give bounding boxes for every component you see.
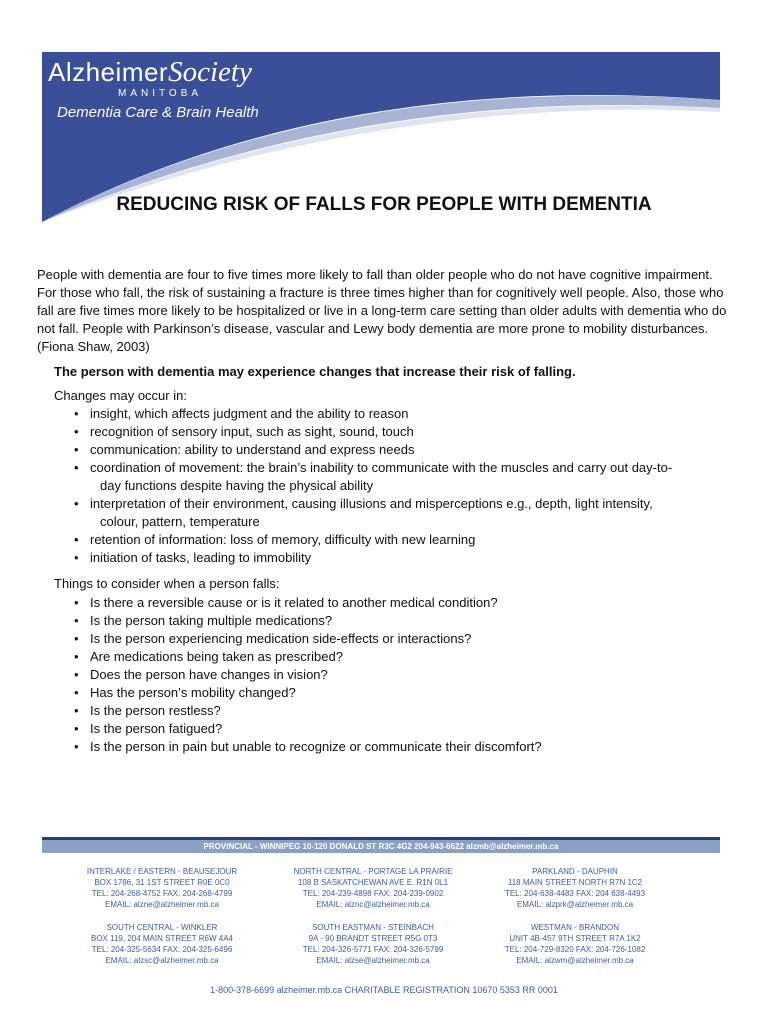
office-email: EMAIL: alzwm@alzheimer.mb.ca (516, 956, 634, 965)
list-item: • Has the person’s mobility changed? (72, 684, 692, 702)
list-item: • Are medications being taken as prescribed? (72, 648, 692, 666)
list-item-text: insight, which affects judgment and the ability to reason (90, 406, 409, 421)
list-item (72, 459, 692, 495)
office-north-central (263, 866, 483, 910)
office-phone: TEL: 204-729-8320 FAX: 204-726-1082 (504, 945, 646, 954)
office-address: BOX 119, 204 MAIN STREET R6W 4A4 (91, 934, 233, 943)
list-item-text: recognition of sensory input, such as sight, sound, touch (90, 424, 414, 439)
office-address: 9A - 90 BRANDT STREET R5G 0T3 (308, 934, 438, 943)
list-item: • Is the person experiencing medication side-effects or interactions? (72, 630, 692, 648)
list-item-text: retention of information: loss of memory, difficulty with new learning (90, 532, 476, 547)
list-item-continuation: day functions despite having the physical ability (100, 478, 374, 493)
office-address: 118 MAIN STREET NORTH R7N 1C2 (507, 878, 643, 887)
office-name: SOUTH CENTRAL - WINKLER (106, 923, 218, 932)
list-item (72, 441, 692, 459)
office-phone: TEL: 204-638-4483 FAX: 204 638-4493 (504, 889, 646, 898)
list-item (72, 423, 692, 441)
alzheimer-society-logo (48, 56, 252, 89)
logo-manitoba: MANITOBA (118, 88, 203, 99)
office-phone: TEL: 204-326-5771 FAX: 204-326-5799 (302, 945, 444, 954)
office-phone: TEL: 204-325-5634 FAX: 204-325-6496 (91, 945, 233, 954)
office-westman (465, 922, 685, 966)
intro-paragraph: People with dementia are four to five times more likely to fall than older people who do not have cognitive impairment. For those who fall, the risk of sustaining a fracture is three times higher than for cognitively well people. Also, those who fall are five times more likely to be hospitalized or live in a long-term care setting than older adults with dementia who do not fall. People with Parkinson’s disease, vascular and Lewy body dementia are more prone to mobility disturbances. (Fiona Shaw, 2003) (37, 267, 727, 354)
list-item (72, 405, 692, 423)
office-address: 108 B SASKATCHEWAN AVE E. R1N 0L1 (297, 878, 449, 887)
office-interlake-eastern (52, 866, 272, 910)
list-item: • Is the person restless? (72, 702, 692, 720)
lead-statement: The person with dementia may experience changes that increase their risk of falling. (54, 364, 576, 379)
list-item-text: coordination of movement: the brain’s inability to communicate with the muscles and carry out day-to- (90, 460, 673, 475)
logo-word-society: Society (168, 56, 252, 88)
office-email: EMAIL: alznc@alzheimer.mb.ca (316, 900, 430, 909)
consider-heading: Things to consider when a person falls: (54, 576, 280, 591)
list-item-text: initiation of tasks, leading to immobility (90, 550, 312, 565)
office-email: EMAIL: alzprk@alzheimer.mb.ca (516, 900, 634, 909)
list-item-text: interpretation of their environment, causing illusions and misperceptions e.g., depth, light intensity, (90, 496, 653, 511)
list-item-text: communication: ability to understand and express needs (90, 442, 415, 457)
office-address: BOX 1786, 31 1ST STREET R0E 0C0 (94, 878, 230, 887)
list-item: • Is the person taking multiple medications? (72, 612, 692, 630)
list-item: • Does the person have changes in vision? (72, 666, 692, 684)
provincial-office-bar: PROVINCIAL - WINNIPEG 10-120 DONALD ST R3C 4G2 204-943-6622 alzmb@alzheimer.mb.ca (42, 837, 720, 853)
list-item (72, 531, 692, 549)
office-name: INTERLAKE / EASTERN - BEAUSEJOUR (86, 867, 238, 876)
office-parkland (465, 866, 685, 910)
office-address: UNIT 4B-457 9TH STREET R7A 1K2 (509, 934, 641, 943)
list-item: • Is there a reversible cause or is it related to another medical condition? (72, 594, 692, 612)
consider-list (72, 594, 692, 756)
changes-list (72, 405, 692, 567)
office-name: PARKLAND - DAUPHIN (532, 867, 618, 876)
changes-heading: Changes may occur in: (54, 388, 187, 403)
office-email: EMAIL: alzsc@alzheimer.mb.ca (105, 956, 219, 965)
office-south-eastman (263, 922, 483, 966)
page-title: REDUCING RISK OF FALLS FOR PEOPLE WITH DEMENTIA (116, 194, 652, 215)
footer-contact-line: 1-800-378-6699 alzheimer.mb.ca CHARITABLE REGISTRATION 10670 5353 RR 0001 (210, 985, 558, 995)
office-email: EMAIL: alzne@alzheimer.mb.ca (105, 900, 219, 909)
office-phone: TEL: 204-239-4898 FAX: 204-239-0902 (302, 889, 444, 898)
list-item: • Is the person in pain but unable to recognize or communicate their discomfort? (72, 738, 692, 756)
list-item (72, 495, 692, 531)
office-phone: TEL: 204-268-4752 FAX: 204-268-4799 (91, 889, 233, 898)
logo-word-alzheimer: Alzheimer (48, 57, 169, 87)
office-name: SOUTH EASTMAN - STEINBACH (312, 923, 434, 932)
office-south-central (52, 922, 272, 966)
office-name: NORTH CENTRAL - PORTAGE LA PRAIRIE (293, 867, 453, 876)
list-item: • Is the person fatigued? (72, 720, 692, 738)
office-name: WESTMAN - BRANDON (531, 923, 619, 932)
office-email: EMAIL: alzse@alzheimer.mb.ca (316, 956, 430, 965)
list-item (72, 549, 692, 567)
list-item-continuation: colour, pattern, temperature (100, 514, 260, 529)
tagline: Dementia Care & Brain Health (57, 104, 259, 121)
